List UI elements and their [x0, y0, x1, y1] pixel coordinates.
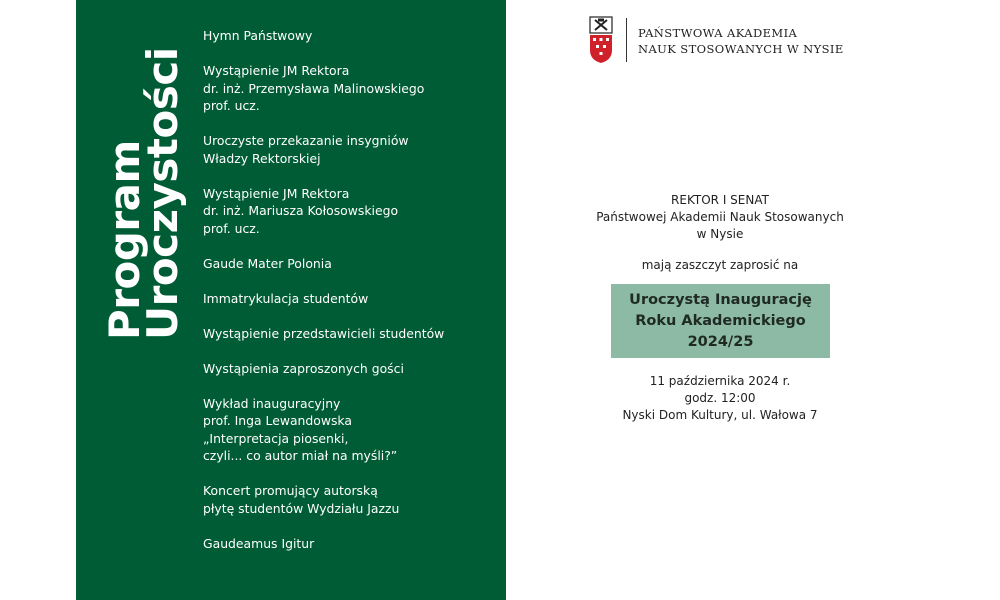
program-item [203, 185, 493, 238]
program-item-line: Wystąpienia zaproszonych gości [203, 360, 404, 376]
program-title [100, 20, 190, 340]
program-item-line: Gaude Mater Polonia [203, 255, 332, 271]
invitation-line1: REKTOR I SENAT [671, 193, 769, 207]
program-item [203, 535, 493, 553]
program-item [203, 290, 493, 308]
academy-name [638, 25, 844, 57]
event-time: godz. 12:00 [684, 391, 756, 405]
program-item-line: prof. ucz. [203, 98, 260, 113]
program-title-line1: Program [100, 140, 149, 340]
academy-name-line1: PAŃSTWOWA AKADEMIA [638, 26, 798, 40]
event-place: Nyski Dom Kultury, ul. Wałowa 7 [622, 408, 818, 422]
academy-logo [589, 16, 859, 66]
program-item [203, 27, 493, 45]
academy-name-line2: NAUK STOSOWANYCH W NYSIE [638, 42, 844, 56]
program-item-line: Hymn Państwowy [203, 28, 313, 43]
logo-divider [626, 18, 627, 62]
program-item-line: Uroczyste przekazanie insygniów [203, 133, 409, 148]
event-title [611, 290, 830, 353]
event-title-line3: 2024/25 [687, 334, 754, 350]
program-item [203, 132, 493, 167]
program-item [203, 325, 493, 343]
event-details [570, 373, 870, 424]
program-item-line: Wystąpienie przedstawicieli studentów [203, 325, 445, 341]
program-item-line: Gaudeamus Igitur [203, 535, 315, 551]
invitation-header [570, 192, 870, 243]
event-date: 11 października 2024 r. [649, 374, 791, 388]
program-item [203, 62, 493, 115]
event-title-box [611, 284, 830, 358]
invitation-line2: Państwowej Akademii Nauk Stosowanych [596, 210, 844, 224]
program-item-line: dr. inż. Mariusza Kołosowskiego [203, 203, 399, 218]
event-title-line1: Uroczystą Inaugurację [629, 292, 812, 308]
program-item [203, 395, 493, 465]
program-item-line: Immatrykulacja studentów [203, 290, 369, 306]
invitation-line3: w Nysie [696, 227, 744, 241]
program-item [203, 482, 493, 517]
program-item-line: prof. ucz. [203, 220, 260, 236]
program-title-line2: Uroczystości [138, 47, 187, 340]
program-item-line: Wystąpienie JM Rektora [203, 63, 350, 78]
academy-shield-icon [589, 16, 613, 64]
program-list [203, 27, 493, 570]
program-item-line: prof. Inga Lewandowska [203, 413, 352, 428]
program-item-line: dr. inż. Przemysława Malinowskiego [203, 80, 425, 96]
invitation-line4: mają zaszczyt zaprosić na [641, 258, 799, 272]
program-item [203, 255, 493, 273]
program-item-line: płytę studentów Wydziału Jazzu [203, 500, 400, 516]
program-item-line: Wykład inauguracyjny [203, 395, 341, 411]
program-item-line: Koncert promujący autorską [203, 483, 378, 498]
program-item-line: Wystąpienie JM Rektora [203, 185, 350, 201]
program-item [203, 360, 493, 378]
program-item-line: „Interpretacja piosenki, [203, 430, 349, 446]
event-title-line2: Roku Akademickiego [635, 313, 806, 329]
program-item-line: czyli... co autor miał na myśli?” [203, 448, 398, 463]
program-item-line: Władzy Rektorskiej [203, 150, 321, 166]
